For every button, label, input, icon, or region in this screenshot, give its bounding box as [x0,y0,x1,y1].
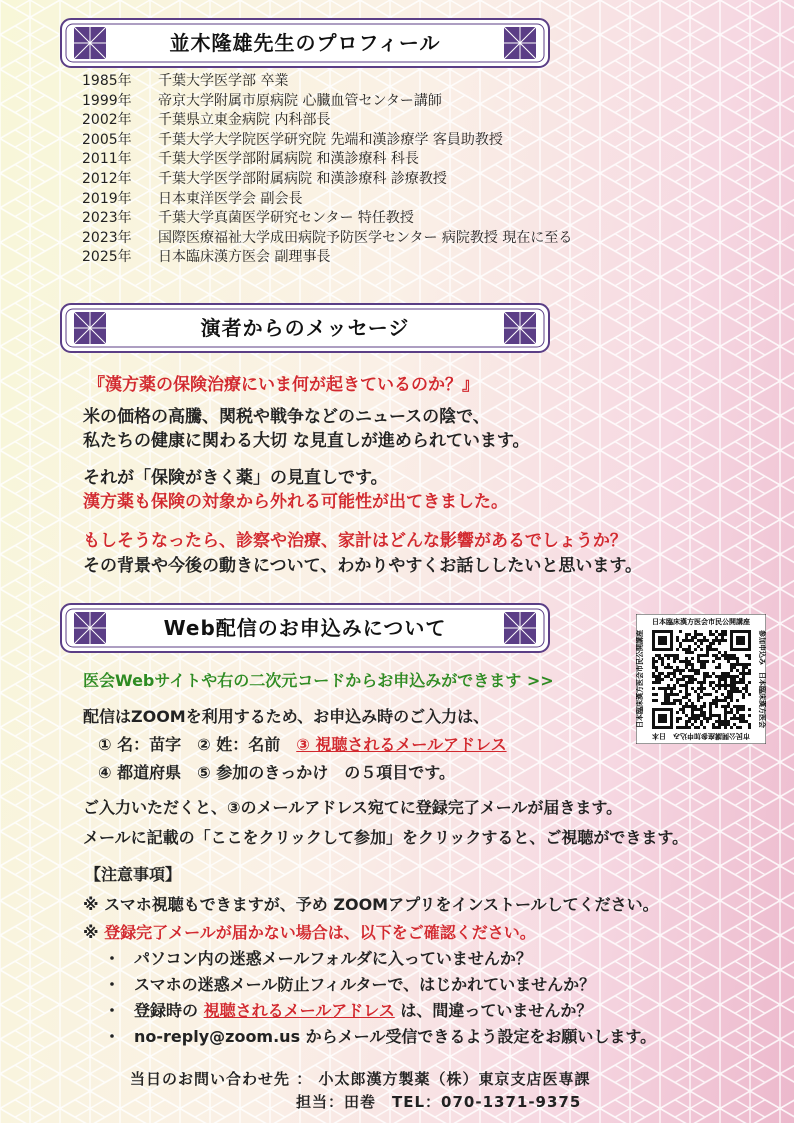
note-warning-text: 登録完了メールが届かない場合は、以下をご確認ください。 [104,923,536,942]
web-text: 配信はZOOMを利用するため、お申込み時のご入力は、 [83,707,490,726]
bullet-dot: ・ [104,949,121,968]
notes-heading: 【注意事項】 [85,865,182,884]
message-text: それが「保険がきく薬」の見直しです。 [83,468,388,488]
message-banner [60,303,550,353]
profile-row [82,209,572,229]
message-title: 演者からのメッセージ [200,316,410,340]
qr-code-icon[interactable] [636,614,766,744]
profile-year: 2023年 [82,229,132,246]
qr-caption-bottom: 市民公開講座参加申込み 日本 [652,732,750,740]
profile-row [82,248,572,268]
web-text: メールに記載の「ここをクリックして参加」をクリックすると、ご視聴ができます。 [83,828,689,847]
profile-text: 千葉大学真菌医学研究センター 特任教授 [158,210,414,227]
profile-row [82,92,572,112]
bullet-text: スマホの迷惑メール防止フィルターで、はじかれていませんか？ [134,975,596,994]
profile-row [82,150,572,170]
bullet-text: パソコン内の迷惑メールフォルダに入っていませんか？ [134,949,532,968]
profile-text: 日本臨床漢方医会 副理事長 [158,249,331,266]
profile-text: 千葉県立東金病院 内科部長 [158,112,331,129]
web-banner [60,603,550,653]
note-mark: ※ [83,923,105,942]
message-text: 漢方薬も保険の対象から外れる可能性が出てきました。 [83,492,508,512]
profile-year: 2011年 [82,151,132,168]
qr-code-box[interactable] [636,614,766,744]
message-headline: 『漢方薬の保険治療にいま何が起きているのか？』 [88,375,479,395]
profile-text: 帝京大学附属市原病院 心臓血管センター講師 [158,92,442,109]
bullet-text: 登録時の [134,1001,204,1020]
profile-title: 並木隆雄先生のプロフィール [169,31,441,55]
bullet-dot: ・ [104,975,121,994]
profile-text: 千葉大学大学院医学研究院 先端和漢診療学 客員助教授 [158,131,503,148]
profile-text: 千葉大学医学部附属病院 和漢診療科 科長 [158,151,419,168]
note-bullet [104,972,595,995]
bullet-text: は、間違っていませんか？ [394,1001,593,1020]
profile-text: 千葉大学医学部附属病院 和漢診療科 診療教授 [158,170,447,187]
profile-row [82,72,572,92]
profile-year: 2025年 [82,249,132,266]
profile-row [82,190,572,210]
bullet-dot: ・ [104,1001,121,1020]
note-bullet [104,946,532,969]
profile-text: 国際医療福祉大学成田病院予防医学センター 病院教授 現在に至る [158,229,573,246]
profile-row [82,111,572,131]
profile-row [82,229,572,249]
web-text: ④ 都道府県 ⑤ 参加のきっかけ の５項目です。 [98,763,455,782]
qr-caption-right: 参加申込み 日本臨床漢方医会 [758,630,766,728]
profile-text: 日本東洋医学会 副会長 [158,190,303,207]
profile-row [82,170,572,190]
message-text: もしそうなったら、診察や治療、家計はどんな影響があるでしょうか？ [83,531,627,551]
web-input-fields [98,732,507,755]
web-fields-part1: ① 名：苗字 ② 姓：名前 [98,735,297,754]
web-fields-email: ③ 視聴されるメールアドレス [296,735,507,754]
profile-year: 2012年 [82,170,132,187]
message-text: 米の価格の高騰、関税や戦争などのニュースの陰で、 [83,407,490,427]
profile-year: 2002年 [82,112,132,129]
web-title: Web配信のお申込みについて [163,616,447,640]
note-bullet [104,1024,656,1047]
profile-year: 2023年 [82,210,132,227]
profile-text: 千葉大学医学部 卒業 [158,73,289,89]
profile-row [82,131,572,151]
message-text: 私たちの健康に関わる大切 な見直しが進められています。 [83,431,530,451]
profile-list [82,72,572,268]
note-text: ※ スマホ視聴もできますが、予め ZOOMアプリをインストールしてください。 [83,895,659,914]
qr-caption-top: 日本臨床漢方医会市民公開講座 [652,618,750,626]
profile-year: 2005年 [82,131,132,148]
contact-person: 担当：田巻 TEL：070-1371-9375 [296,1093,582,1111]
note-warning [83,920,536,943]
note-bullet [104,998,592,1021]
bullet-email-highlight: 視聴されるメールアドレス [203,1001,395,1020]
profile-year: 2019年 [82,190,132,207]
web-apply-lead[interactable]: 医会Webサイトや右の二次元コードからお申込みができます >> [83,671,554,690]
message-text: その背景や今後の動きについて、わかりやすくお話ししたいと思います。 [83,556,642,576]
web-text: ご入力いただくと、③のメールアドレス宛てに登録完了メールが届きます。 [83,798,623,817]
contact-line: 当日のお問い合わせ先 ： 小太郎漢方製薬（株）東京支店医専課 [130,1070,591,1088]
profile-year: 1999年 [82,92,132,109]
qr-caption-left: 日本臨床漢方医会市民公開講座 [636,630,644,728]
bullet-dot: ・ [104,1027,121,1046]
profile-year: 1985年 [82,73,132,89]
profile-banner [60,18,550,68]
bullet-text: no-reply@zoom.us からメール受信できるよう設定をお願いします。 [134,1027,657,1046]
